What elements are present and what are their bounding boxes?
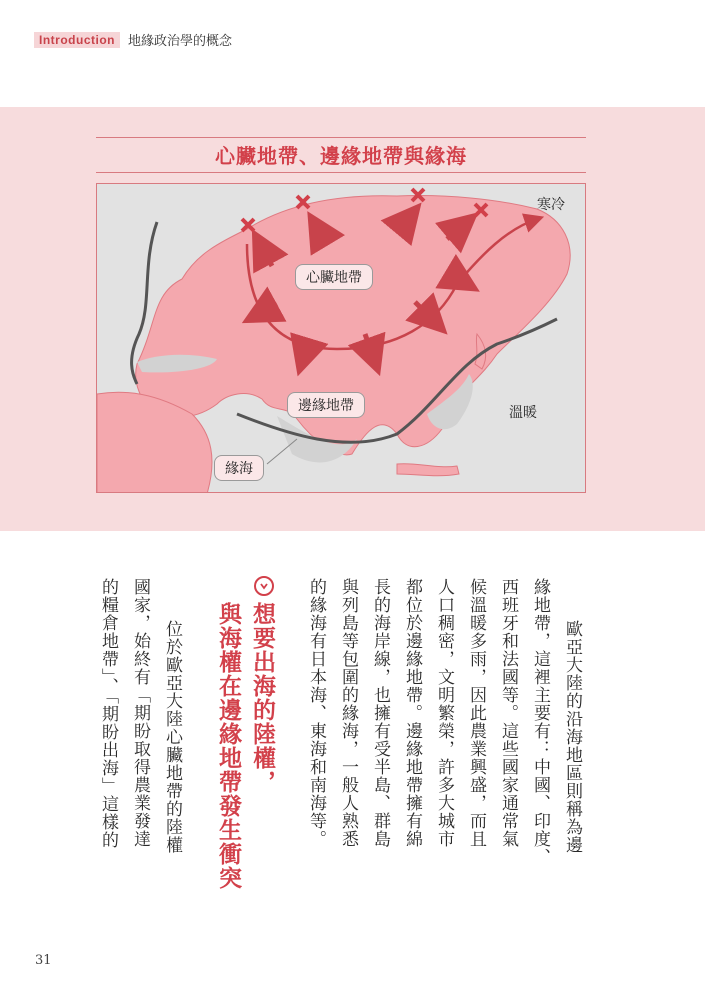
title-rule-bottom	[96, 172, 586, 173]
page-header	[34, 30, 232, 49]
warm-label: 溫暖	[509, 405, 537, 421]
section-heading-line1: 想要出海的陸權，	[249, 602, 275, 794]
para1-line5: 人口稠密，文明繁榮，許多大城市	[434, 578, 454, 848]
para2-line3: 的糧倉地帶」、「期盼出海」這樣的	[98, 578, 118, 849]
para1-line8: 與列島等包圍的緣海，一般人熟悉	[338, 578, 358, 848]
heartland-label: 心臟地帶	[295, 264, 373, 290]
para1-line9: 的緣海有日本海、東海和南海等。	[306, 578, 326, 848]
section-tag: Introduction	[34, 32, 120, 48]
section-heading-line2: 與海權在邊緣地帶發生衝突	[215, 602, 241, 890]
para1-line6: 都位於邊緣地帶。邊緣地帶擁有綿	[402, 578, 422, 848]
rimland-label: 邊緣地帶	[287, 392, 365, 418]
bulb-icon	[253, 575, 275, 597]
para1-line4: 候溫暖多雨，因此農業興盛，而且	[466, 578, 486, 848]
para1-line2: 緣地帶，這裡主要有：中國、印度、	[530, 578, 550, 866]
title-rule-top	[96, 137, 586, 138]
eurasia-map	[96, 183, 586, 493]
indonesia-islands	[397, 464, 459, 476]
para1-line7: 長的海岸線，也擁有受半島、群島	[370, 578, 390, 848]
para2-line1: 位於歐亞大陸心臟地帶的陸權	[162, 620, 182, 854]
figure-title: 心臟地帶、邊緣地帶與緣海	[215, 144, 467, 168]
map-drawing	[97, 184, 586, 493]
marginal-sea-label: 緣海	[214, 455, 264, 481]
chapter-title: 地緣政治學的概念	[127, 34, 232, 49]
para2-line2: 國家，始終有「期盼取得農業發達	[130, 578, 150, 848]
para1-line3: 西班牙和法國等。這些國家通常氣	[498, 578, 518, 848]
para1-line1: 歐亞大陸的沿海地區則稱為邊	[562, 620, 582, 854]
cold-label: 寒冷	[537, 197, 565, 213]
page-number: 31	[35, 953, 52, 968]
